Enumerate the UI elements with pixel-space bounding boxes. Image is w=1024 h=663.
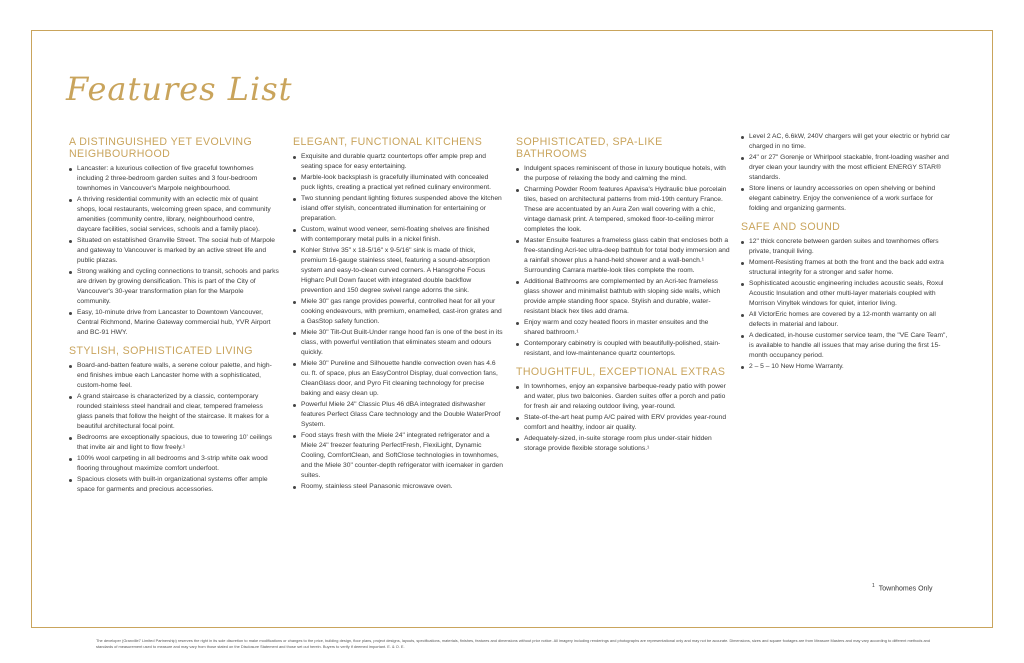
list-item: Miele 30" Pureline and Silhouette handle convection oven has 4.6 cu. ft. of space, plus an EasyControl Display, dual convection fans, CleanGlass door, and Pyro Fit cleaning technology for precise baking and easy clean up. — [293, 359, 503, 399]
list-item: 2 – 5 – 10 New Home Warranty. — [741, 362, 951, 372]
column-2 — [293, 136, 503, 493]
list-item: Bedrooms are exceptionally spacious, due to towering 10' ceilings that invite air and light to flow freely.¹ — [69, 433, 279, 453]
section-kitchens — [293, 136, 503, 492]
list-item: Master Ensuite features a frameless glass cabin that encloses both a free-standing Acri-tec ultra-deep bathtub for total body immersion and a rainfall shower plus a hand-held shower and a wall-bench.¹ Surrounding Carrara marble-look tiles complete the room. — [516, 236, 730, 276]
section-heading: STYLISH, SOPHISTICATED LIVING — [69, 345, 253, 357]
page-title: Features List — [66, 70, 293, 108]
list-item: Miele 30" gas range provides powerful, controlled heat for all your cooking endeavours, with premium, enamelled, cast-iron grates and a GasStop safety function. — [293, 297, 503, 327]
list-item: Custom, walnut wood veneer, semi-floating shelves are finished with contemporary metal pulls in a nickel finish. — [293, 225, 503, 245]
legal-disclaimer: The developer (Granville7 Limited Partnership) reserves the right in its sole discretion to make modifications or changes to the price, building design, floor plans, project designs, layouts, specifications, materials, finishes, features and dimensions without prior notice. All imagery including renderings and photographs are representational only and may not be accurate. Dimensions, sizes and square footages are from Measure Masters and may vary according to different methods and standards of measurement used to measure and may vary from those stated on the Disclosure Statement and those set out herein. Buyers to verify if deemed important. E. & O. E. — [96, 638, 930, 649]
column-3 — [516, 136, 730, 455]
list-item: Contemporary cabinetry is coupled with beautifully-polished, stain-resistant, and low-maintenance quartz countertops. — [516, 339, 730, 359]
list-item: 12" thick concrete between garden suites and townhomes offers private, tranquil living. — [741, 237, 951, 257]
section-extras-continued — [741, 132, 951, 214]
section-heading: A DISTINGUISHED YET EVOLVING NEIGHBOURHOOD — [69, 136, 253, 160]
list-item: Exquisite and durable quartz countertops offer ample prep and seating space for easy entertaining. — [293, 152, 503, 172]
list-item: Powerful Miele 24" Classic Plus 46 dBA integrated dishwasher features Perfect Glass Care technology and the Double WaterProof System. — [293, 400, 503, 430]
section-heading: SAFE AND SOUND — [741, 221, 841, 233]
section-heading: SOPHISTICATED, SPA-LIKE BATHROOMS — [516, 136, 663, 160]
list-item: Enjoy warm and cozy heated floors in master ensuites and the shared bathroom.¹ — [516, 318, 730, 338]
list-item: Sophisticated acoustic engineering includes acoustic seals, Roxul Acoustic Insulation and other multi-layer materials coupled with Morrison Vinyltek windows for quiet, interior living. — [741, 279, 951, 309]
list-item: Moment-Resisting frames at both the front and the back add extra structural integrity for a stronger and safer home. — [741, 258, 951, 278]
list-item: Two stunning pendant lighting fixtures suspended above the kitchen island offer stylish, concentrated illumination for entertaining or preparation. — [293, 194, 503, 224]
list-item: 24" or 27" Gorenje or Whirlpool stackable, front-loading washer and dryer clean your laundry with the most efficient ENERGY STAR® standards. — [741, 153, 951, 183]
list-item: Additional Bathrooms are complemented by an Acri-tec frameless glass shower and minimalist bathtub with sloping side walls, which provide ample standing floor space. Stylish and durable, water-resistant black hex tiles add drama. — [516, 277, 730, 317]
list-item: Food stays fresh with the Miele 24" integrated refrigerator and a Miele 24" freezer featuring PerfectFresh, FlexiLight, Dynamic Cooling, ComfortClean, and SoftClose technologies in townhomes, and the Miele 30" counter-depth refrigerator with icemaker in garden suites. — [293, 431, 503, 481]
list-item: A thriving residential community with an eclectic mix of quaint shops, local restaurants, welcoming green space, and community amenities (community centre, library, neighbourhood centre, daycare facilities, social services, schools and a family place). — [69, 195, 279, 235]
list-item: Level 2 AC, 6.6kW, 240V chargers will get your electric or hybrid car charged in no time. — [741, 132, 951, 152]
section-extras — [516, 366, 730, 454]
list-item: 100% wool carpeting in all bedrooms and 3-strip white oak wood flooring throughout maximize comfort underfoot. — [69, 454, 279, 474]
list-item: Roomy, stainless steel Panasonic microwave oven. — [293, 482, 503, 492]
list-item: Situated on established Granville Street. The social hub of Marpole and gateway to Vancouver is marked by an active street life and public plazas. — [69, 236, 279, 266]
column-1 — [69, 136, 279, 496]
list-item: Store linens or laundry accessories on open shelving or behind elegant cabinetry. Enjoy the convenience of a work surface for folding and organizing garments. — [741, 184, 951, 214]
list-item: All VictorEric homes are covered by a 12-month warranty on all defects in material and labour. — [741, 310, 951, 330]
list-item: A dedicated, in-house customer service team, the "VE Care Team", is available to handle all issues that may arise during the first 15-month occupancy period. — [741, 331, 951, 361]
list-item: A grand staircase is characterized by a classic, contemporary rounded stainless steel handrail and clear, tempered frameless glass panels that follow the height of the staircase. It makes for a beautiful architectural focal point. — [69, 392, 279, 432]
list-item: Spacious closets with built-in organizational systems offer ample space for garments and precious accessories. — [69, 475, 279, 495]
list-item: Lancaster: a luxurious collection of five graceful townhomes including 2 three-bedroom garden suites and 3 four-bedroom townhomes in Vancouver's Marpole neighbourhood. — [69, 164, 279, 194]
list-item: Indulgent spaces reminiscent of those in luxury boutique hotels, with the purpose of relaxing the body and calming the mind. — [516, 164, 730, 184]
footnote — [872, 583, 932, 592]
section-bathrooms — [516, 136, 730, 359]
section-safe-sound — [741, 221, 951, 372]
list-item: In townhomes, enjoy an expansive barbeque-ready patio with power and water, plus two balconies. Garden suites offer a porch and patio for fresh air and relaxing outdoor living, year-round. — [516, 382, 730, 412]
list-item: Charming Powder Room features Apavisa's Hydraulic blue porcelain tiles, based on architectural patterns from mid-19th century France. These are accentuated by an Aura Zen wall covering with a chic, vintage damask print. A tempered, smoked floor-to-ceiling mirror completes the look. — [516, 185, 730, 235]
section-neighbourhood — [69, 136, 279, 338]
list-item: Strong walking and cycling connections to transit, schools and parks are driven by growing densification. This is part of the City of Vancouver's 30-year transformation plan for the Marpole community. — [69, 267, 279, 307]
footnote-mark: 1 — [872, 583, 875, 589]
section-heading: ELEGANT, FUNCTIONAL KITCHENS — [293, 136, 483, 148]
list-item: Marble-look backsplash is gracefully illuminated with concealed puck lights, creating a practical yet refined culinary environment. — [293, 173, 503, 193]
list-item: State-of-the-art heat pump A/C paired with ERV provides year-round comfort and healthy, indoor air quality. — [516, 413, 730, 433]
list-item: Easy, 10-minute drive from Lancaster to Downtown Vancouver, Central Richmond, Marine Gateway commercial hub, YVR Airport and BC-91 HWY. — [69, 308, 279, 338]
column-4 — [741, 132, 951, 373]
list-item: Kohler Strive 35" x 18-5/16" x 9-5/16" sink is made of thick, premium 16-gauge stainless steel, featuring a sound-absorption system and easy-to-clean curved corners. A Hansgrohe Focus Higharc Pull Down faucet with integrated double backflow prevention and 150 degree swivel range adorns the sink. — [293, 246, 503, 296]
footnote-text: Townhomes Only — [878, 585, 933, 593]
section-living — [69, 345, 279, 495]
list-item: Adequately-sized, in-suite storage room plus under-stair hidden storage provide flexible storage solutions.¹ — [516, 434, 730, 454]
list-item: Board-and-batten feature walls, a serene colour palette, and high-end finishes imbue each Lancaster home with a sophisticated, custom-home feel. — [69, 361, 279, 391]
section-heading: THOUGHTFUL, EXCEPTIONAL EXTRAS — [516, 366, 726, 378]
list-item: Miele 30" Tilt-Out Built-Under range hood fan is one of the best in its class, with powerful ventilation that eliminates steam and odours quickly. — [293, 328, 503, 358]
